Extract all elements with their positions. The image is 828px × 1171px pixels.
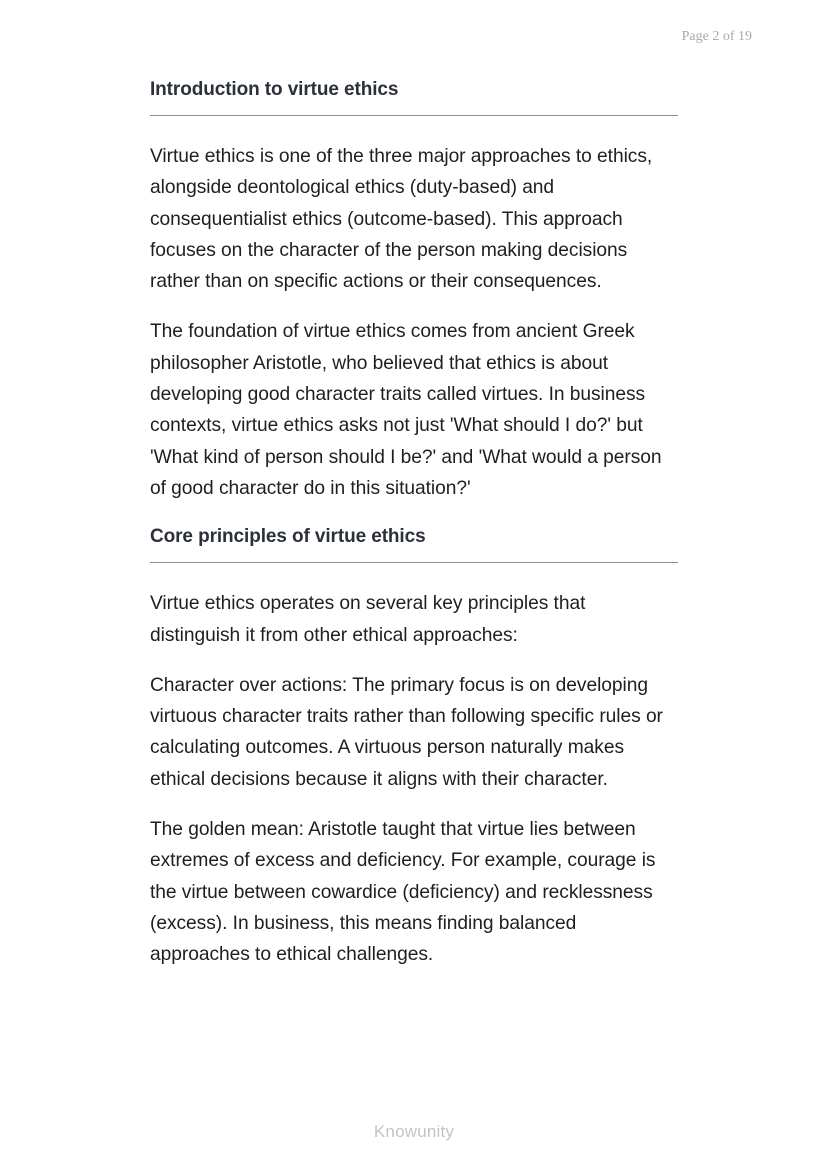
paragraph: Virtue ethics operates on several key principles that distinguish it from other ethical approaches: [150,593,586,646]
footer-brand-watermark: Knowunity [373,1122,455,1141]
heading-divider [150,562,678,563]
paragraph: Virtue ethics is one of the three major approaches to ethics, alongside deontological ethics (duty-based) and consequentialist ethics (outcome-based). This approach focuses on the character of the person making decisions rather than on specific actions or their consequences. [150,146,653,293]
section-core-principles [150,523,678,970]
paragraph: The golden mean: Aristotle taught that virtue lies between extremes of excess and deficiency. For example, courage is the virtue between cowardice (deficiency) and recklessness (excess). In business, this means finding balanced approaches to ethical challenges. [150,819,656,966]
document-content [150,76,678,990]
paragraph: Character over actions: The primary focus is on developing virtuous character traits rather than following specific rules or calculating outcomes. A virtuous person naturally makes ethical decisions because it aligns with their character. [150,674,663,790]
page-indicator: Page 2 of 19 [681,29,752,44]
section-introduction [150,76,678,504]
paragraph: The foundation of virtue ethics comes from ancient Greek philosopher Aristotle, who believed that ethics is about developing good character traits called virtues. In business contexts, virtue ethics asks not just 'What should I do?' but 'What kind of person should I be?' and 'What would a person of good character do in this situation?' [150,321,662,499]
section-heading: Introduction to virtue ethics [150,79,399,100]
heading-divider [150,115,678,116]
section-heading: Core principles of virtue ethics [150,526,426,548]
